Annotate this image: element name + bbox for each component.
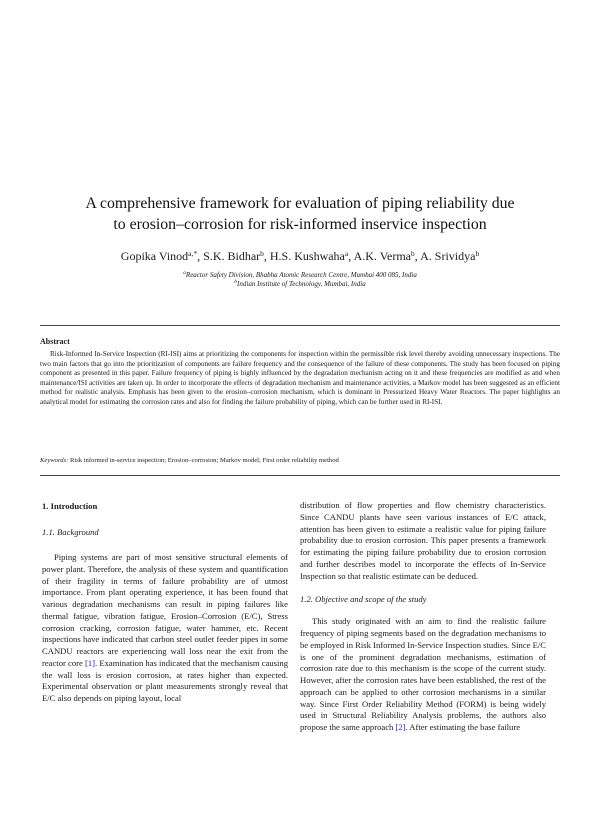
- author-separator: ,: [414, 249, 421, 263]
- author: A. Srividya$^b$: [420, 249, 480, 263]
- author: S.K. Bidhar$^b$: [203, 249, 264, 263]
- right-column: [300, 500, 546, 734]
- section-heading-introduction: 1. Introduction: [42, 501, 98, 511]
- affiliation-b: $^b$Indian Institute of Technology, Mumbai, India: [234, 279, 366, 288]
- paper-title: [40, 193, 560, 235]
- author-separator: ,: [263, 249, 270, 263]
- left-column: [42, 500, 288, 705]
- abstract-heading: Abstract: [40, 337, 70, 346]
- title-line-1: A comprehensive framework for evaluation of piping reliability due: [85, 195, 515, 212]
- author-separator: ,: [348, 249, 354, 263]
- author: H.S. Kushwaha$^a$: [269, 249, 349, 263]
- author: A.K. Verma$^b$: [353, 249, 415, 263]
- author: Gopika Vinod$^{a,*}$: [120, 249, 198, 263]
- paragraph-background: Piping systems are part of most sensitive structural elements of power plant. Therefore, the analysis of these system and quantification of their fragility in terms of failure probability are of utmost importance. From plant operating experience, it has been found that various degradation mechanisms can result in piping failures like thermal fatigue, vibration fatigue, Erosion–Corrosion (E/C), Stress corrosion cracking, corrosion fatigue, water hammer, etc. Recent inspections have indicated that carbon steel outlet feeder pipes in some CANDU reactors are experiencing wall loss near the exit from the reactor core [1]. Examination has indicated that the mechanism causing the wall loss is erosion corrosion, at rates higher than expected. Experimental observation or plant measurements strongly reveal that E/C also depends on piping layout, local: [42, 552, 289, 703]
- author-separator: ,: [197, 249, 204, 263]
- citation-link[interactable]: [1]: [84, 657, 96, 668]
- paragraph-continued: distribution of flow properties and flow chemistry characteristics. Since CANDU plants have seen various instances of E/C attack, attention has been given to estimate a realistic value for piping failure probability due to erosion corrosion. This paper presents a framework for estimating the piping failure probability due to erosion corrosion and further describes model to incorporate the effects of In-Service Inspection so that realistic estimate can be deduced.: [300, 500, 546, 581]
- abstract-bottom-rule: [40, 475, 560, 476]
- abstract-body: Risk-Informed In-Service Inspection (RI-ISI) aims at prioritizing the components for inspection within the permissible risk level thereby avoiding unnecessary inspections. The two main factors that go into the prioritization of components are failure frequency and the consequence of the failure of these components. The study has been focused on piping component as presented in this paper. Failure frequency of piping is highly influenced by the degradation mechanism acting on it and these frequencies are modified as and when maintenance/ISI activities are taken up. In order to incorporate the effects of degradation mechanism and maintenance activities, a Markov model has been suggested as an efficient method for realistic analysis. Emphasis has been given to the erosion–corrosion mechanism, which is dominant in Pressurized Heavy Water Reactors. The paper highlights an analytical model for estimating the corrosion rates and also for finding the failure probability of piping, which can be further used in RI-ISI.: [40, 350, 560, 406]
- keywords-text: Risk informed in-service inspection; Erosion–corrosion; Markov model; First order reliability method: [68, 457, 339, 464]
- subsection-heading-objective: 1.2. Objective and scope of the study: [300, 594, 427, 605]
- subsection-heading-background: 1.1. Background: [42, 527, 99, 537]
- affiliation-a: $^a$Reactor Safety Division, Bhabha Atomic Research Centre, Mumbai 400 085, India: [183, 270, 417, 279]
- author-list: [40, 248, 560, 264]
- keywords: [40, 456, 560, 465]
- paragraph-objective: This study originated with an aim to find the realistic failure frequency of piping segments based on the degradation mechanisms to be employed in Risk Informed In-Service Inspection studies. Since E/C is one of the prominent degradation mechanisms, estimation of corrosion rate due to this mechanism is the scope of the current study. However, after the corrosion rates have been established, the rest of the approach can be applied to other corrosion mechanisms in a similar way. Since First Order Reliability Method (FORM) is being widely used in Structural Reliability Analysis problems, the authors also propose the same approach [2]. After estimating the base failure: [300, 616, 546, 732]
- citation-link[interactable]: [2]: [395, 722, 406, 732]
- keywords-label: Keywords:: [40, 457, 69, 464]
- title-line-2: to erosion–corrosion for risk-informed inservice inspection: [113, 216, 487, 233]
- abstract-top-rule: [40, 325, 560, 326]
